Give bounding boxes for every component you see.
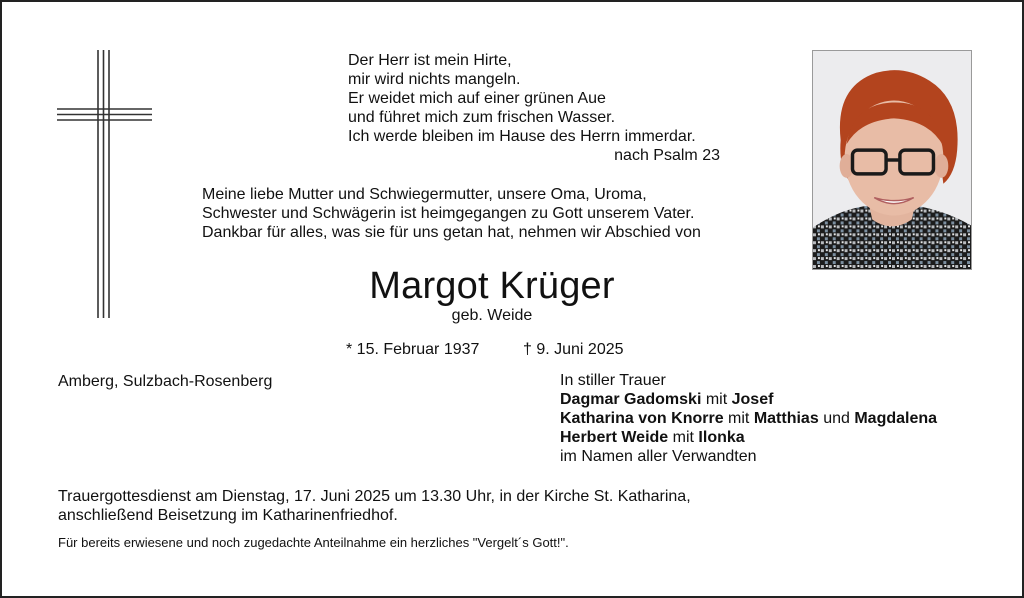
mourners-closing: im Namen aller Verwandten <box>560 448 757 465</box>
mourner-name: Ilonka <box>698 429 745 446</box>
psalm-quote <box>348 51 720 165</box>
mourner-name: Josef <box>731 391 774 408</box>
mourner-row <box>560 409 937 428</box>
psalm-line: Er weidet mich auf einer grünen Aue <box>348 90 606 107</box>
intro-line: Meine liebe Mutter und Schwiegermutter, unsere Oma, Uroma, <box>202 186 647 203</box>
thanks-note: Für bereits erwiesene und noch zugedachte Anteilnahme ein herzliches "Vergelt´s Gott!". <box>58 535 569 550</box>
deceased-name: Margot Krüger <box>369 265 615 307</box>
mourner-row <box>560 390 937 409</box>
mourner-name: Herbert Weide <box>560 429 669 446</box>
mourners-list <box>560 371 937 466</box>
psalm-line: Der Herr ist mein Hirte, <box>348 52 512 69</box>
birth-date: * 15. Februar 1937 <box>346 341 480 358</box>
connector-text: mit <box>672 429 694 446</box>
psalm-line: mir wird nichts mangeln. <box>348 71 521 88</box>
maiden-name: geb. Weide <box>451 307 533 324</box>
psalm-line: Ich werde bleiben im Hause des Herrn immerdar. <box>348 128 696 145</box>
death-date: † 9. Juni 2025 <box>523 341 624 358</box>
mourners-heading: In stiller Trauer <box>560 372 666 389</box>
connector-text: mit <box>705 391 728 408</box>
intro-text <box>202 185 722 242</box>
location: Amberg, Sulzbach-Rosenberg <box>58 373 273 390</box>
connector-text: mit <box>728 410 750 427</box>
mourner-name: Magdalena <box>854 410 938 427</box>
service-line: anschließend Beisetzung im Katharinenfriedhof. <box>58 507 398 524</box>
intro-line: Schwester und Schwägerin ist heimgegangen zu Gott unserem Vater. <box>202 205 695 222</box>
connector-text: und <box>823 410 850 427</box>
cross-icon <box>57 50 152 318</box>
intro-line: Dankbar für alles, was sie für uns getan hat, nehmen wir Abschied von <box>202 224 701 241</box>
mourner-name: Katharina von Knorre <box>560 410 724 427</box>
psalm-line: und führet mich zum frischen Wasser. <box>348 109 616 126</box>
service-line: Trauergottesdienst am Dienstag, 17. Juni 2025 um 13.30 Uhr, in der Kirche St. Katharina, <box>58 488 691 505</box>
psalm-reference: nach Psalm 23 <box>614 147 720 164</box>
mourner-name: Dagmar Gadomski <box>560 391 702 408</box>
mourner-row <box>560 428 937 447</box>
service-info <box>58 487 758 525</box>
portrait-photo <box>812 50 972 270</box>
mourner-name: Matthias <box>753 410 819 427</box>
